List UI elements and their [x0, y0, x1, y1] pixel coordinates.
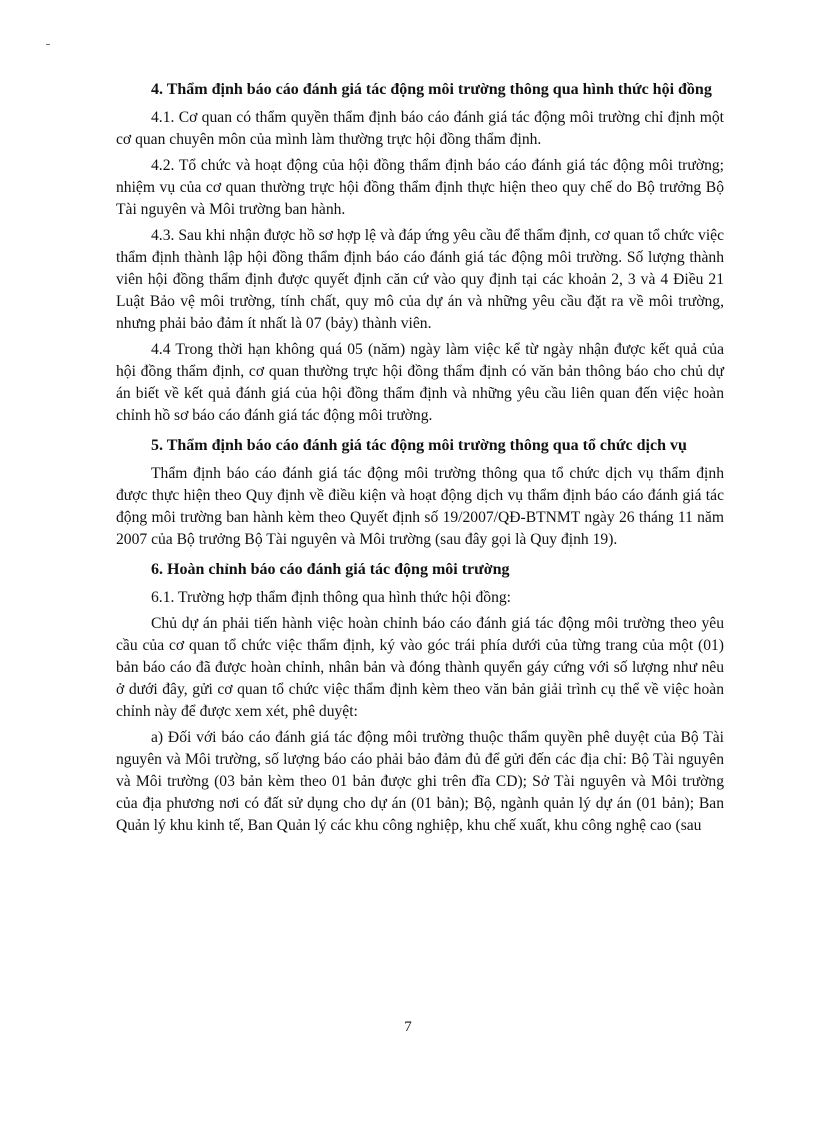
page-number: 7 — [404, 1019, 412, 1035]
paragraph-5: Thẩm định báo cáo đánh giá tác động môi trường thông qua tổ chức dịch vụ thẩm định được thực hiện theo Quy định về điều kiện và hoạt động dịch vụ thẩm định báo cáo đánh giá tác động môi trường ban hành kèm theo Quyết định số 19/2007/QĐ-BTNMT ngày 26 tháng 11 năm 2007 của Bộ trưởng Bộ Tài nguyên và Môi trường (sau đây gọi là Quy định 19). — [116, 465, 724, 548]
paragraph-6-1: 6.1. Trường hợp thẩm định thông qua hình thức hội đồng: — [151, 589, 512, 606]
paragraph-4-3: 4.3. Sau khi nhận được hồ sơ hợp lệ và đáp ứng yêu cầu để thẩm định, cơ quan tổ chức việc thẩm định thành lập hội đồng thẩm định báo cáo đánh giá tác động môi trường. Số lượng thành viên hội đồng thẩm định được quyết định căn cứ vào quy định tại các khoản 2, 3 và 4 Điều 21 Luật Bảo vệ môi trường, tính chất, quy mô của dự án và những yêu cầu đặt ra về môi trường, nhưng phải bảo đảm ít nhất là 07 (bảy) thành viên. — [116, 227, 724, 332]
section-6-heading: 6. Hoàn chỉnh báo cáo đánh giá tác động môi trường — [151, 561, 510, 578]
paragraph-4-1: 4.1. Cơ quan có thẩm quyền thẩm định báo cáo đánh giá tác động môi trường chỉ định một cơ quan chuyên môn của mình làm thường trực hội đồng thẩm định. — [116, 109, 724, 148]
paragraph-4-2: 4.2. Tổ chức và hoạt động của hội đồng thẩm định báo cáo đánh giá tác động môi trường; nhiệm vụ của cơ quan thường trực hội đồng thẩm định thực hiện theo quy chế do Bộ trưởng Bộ Tài nguyên và Môi trường ban hành. — [116, 157, 724, 218]
page-content — [116, 79, 724, 841]
scan-mark — [46, 44, 50, 45]
paragraph-6-1-a: a) Đối với báo cáo đánh giá tác động môi trường thuộc thẩm quyền phê duyệt của Bộ Tài nguyên và Môi trường, số lượng báo cáo phải bảo đảm đủ để gửi đến các địa chỉ: Bộ Tài nguyên và Môi trường (03 bản kèm theo 01 bản được ghi trên đĩa CD); Sở Tài nguyên và Môi trường của địa phương nơi có đất sử dụng cho dự án (01 bản); Bộ, ngành quản lý dự án (01 bản); Ban Quản lý khu kinh tế, Ban Quản lý các khu công nghiệp, khu chế xuất, khu công nghệ cao (sau — [116, 729, 724, 834]
paragraph-4-4: 4.4 Trong thời hạn không quá 05 (năm) ngày làm việc kể từ ngày nhận được kết quả của hội đồng thẩm định, cơ quan thường trực hội đồng thẩm định có văn bản thông báo cho chủ dự án biết về kết quả đánh giá của hội đồng thẩm định và những yêu cầu liên quan đến việc hoàn chỉnh hồ sơ báo cáo đánh giá tác động môi trường. — [116, 341, 724, 424]
paragraph-6-1-body: Chủ dự án phải tiến hành việc hoàn chỉnh báo cáo đánh giá tác động môi trường theo yêu cầu của cơ quan tổ chức việc thẩm định, ký vào góc trái phía dưới của từng trang của một (01) bản báo cáo đã được hoàn chỉnh, nhân bản và đóng thành quyển gáy cứng với số lượng như nêu ở dưới đây, gửi cơ quan tổ chức việc thẩm định kèm theo văn bản giải trình cụ thể về việc hoàn chỉnh này để được xem xét, phê duyệt: — [116, 615, 724, 720]
section-5-heading: 5. Thẩm định báo cáo đánh giá tác động môi trường thông qua tổ chức dịch vụ — [151, 437, 687, 454]
section-4-heading: 4. Thẩm định báo cáo đánh giá tác động môi trường thông qua hình thức hội đồng — [151, 81, 712, 98]
